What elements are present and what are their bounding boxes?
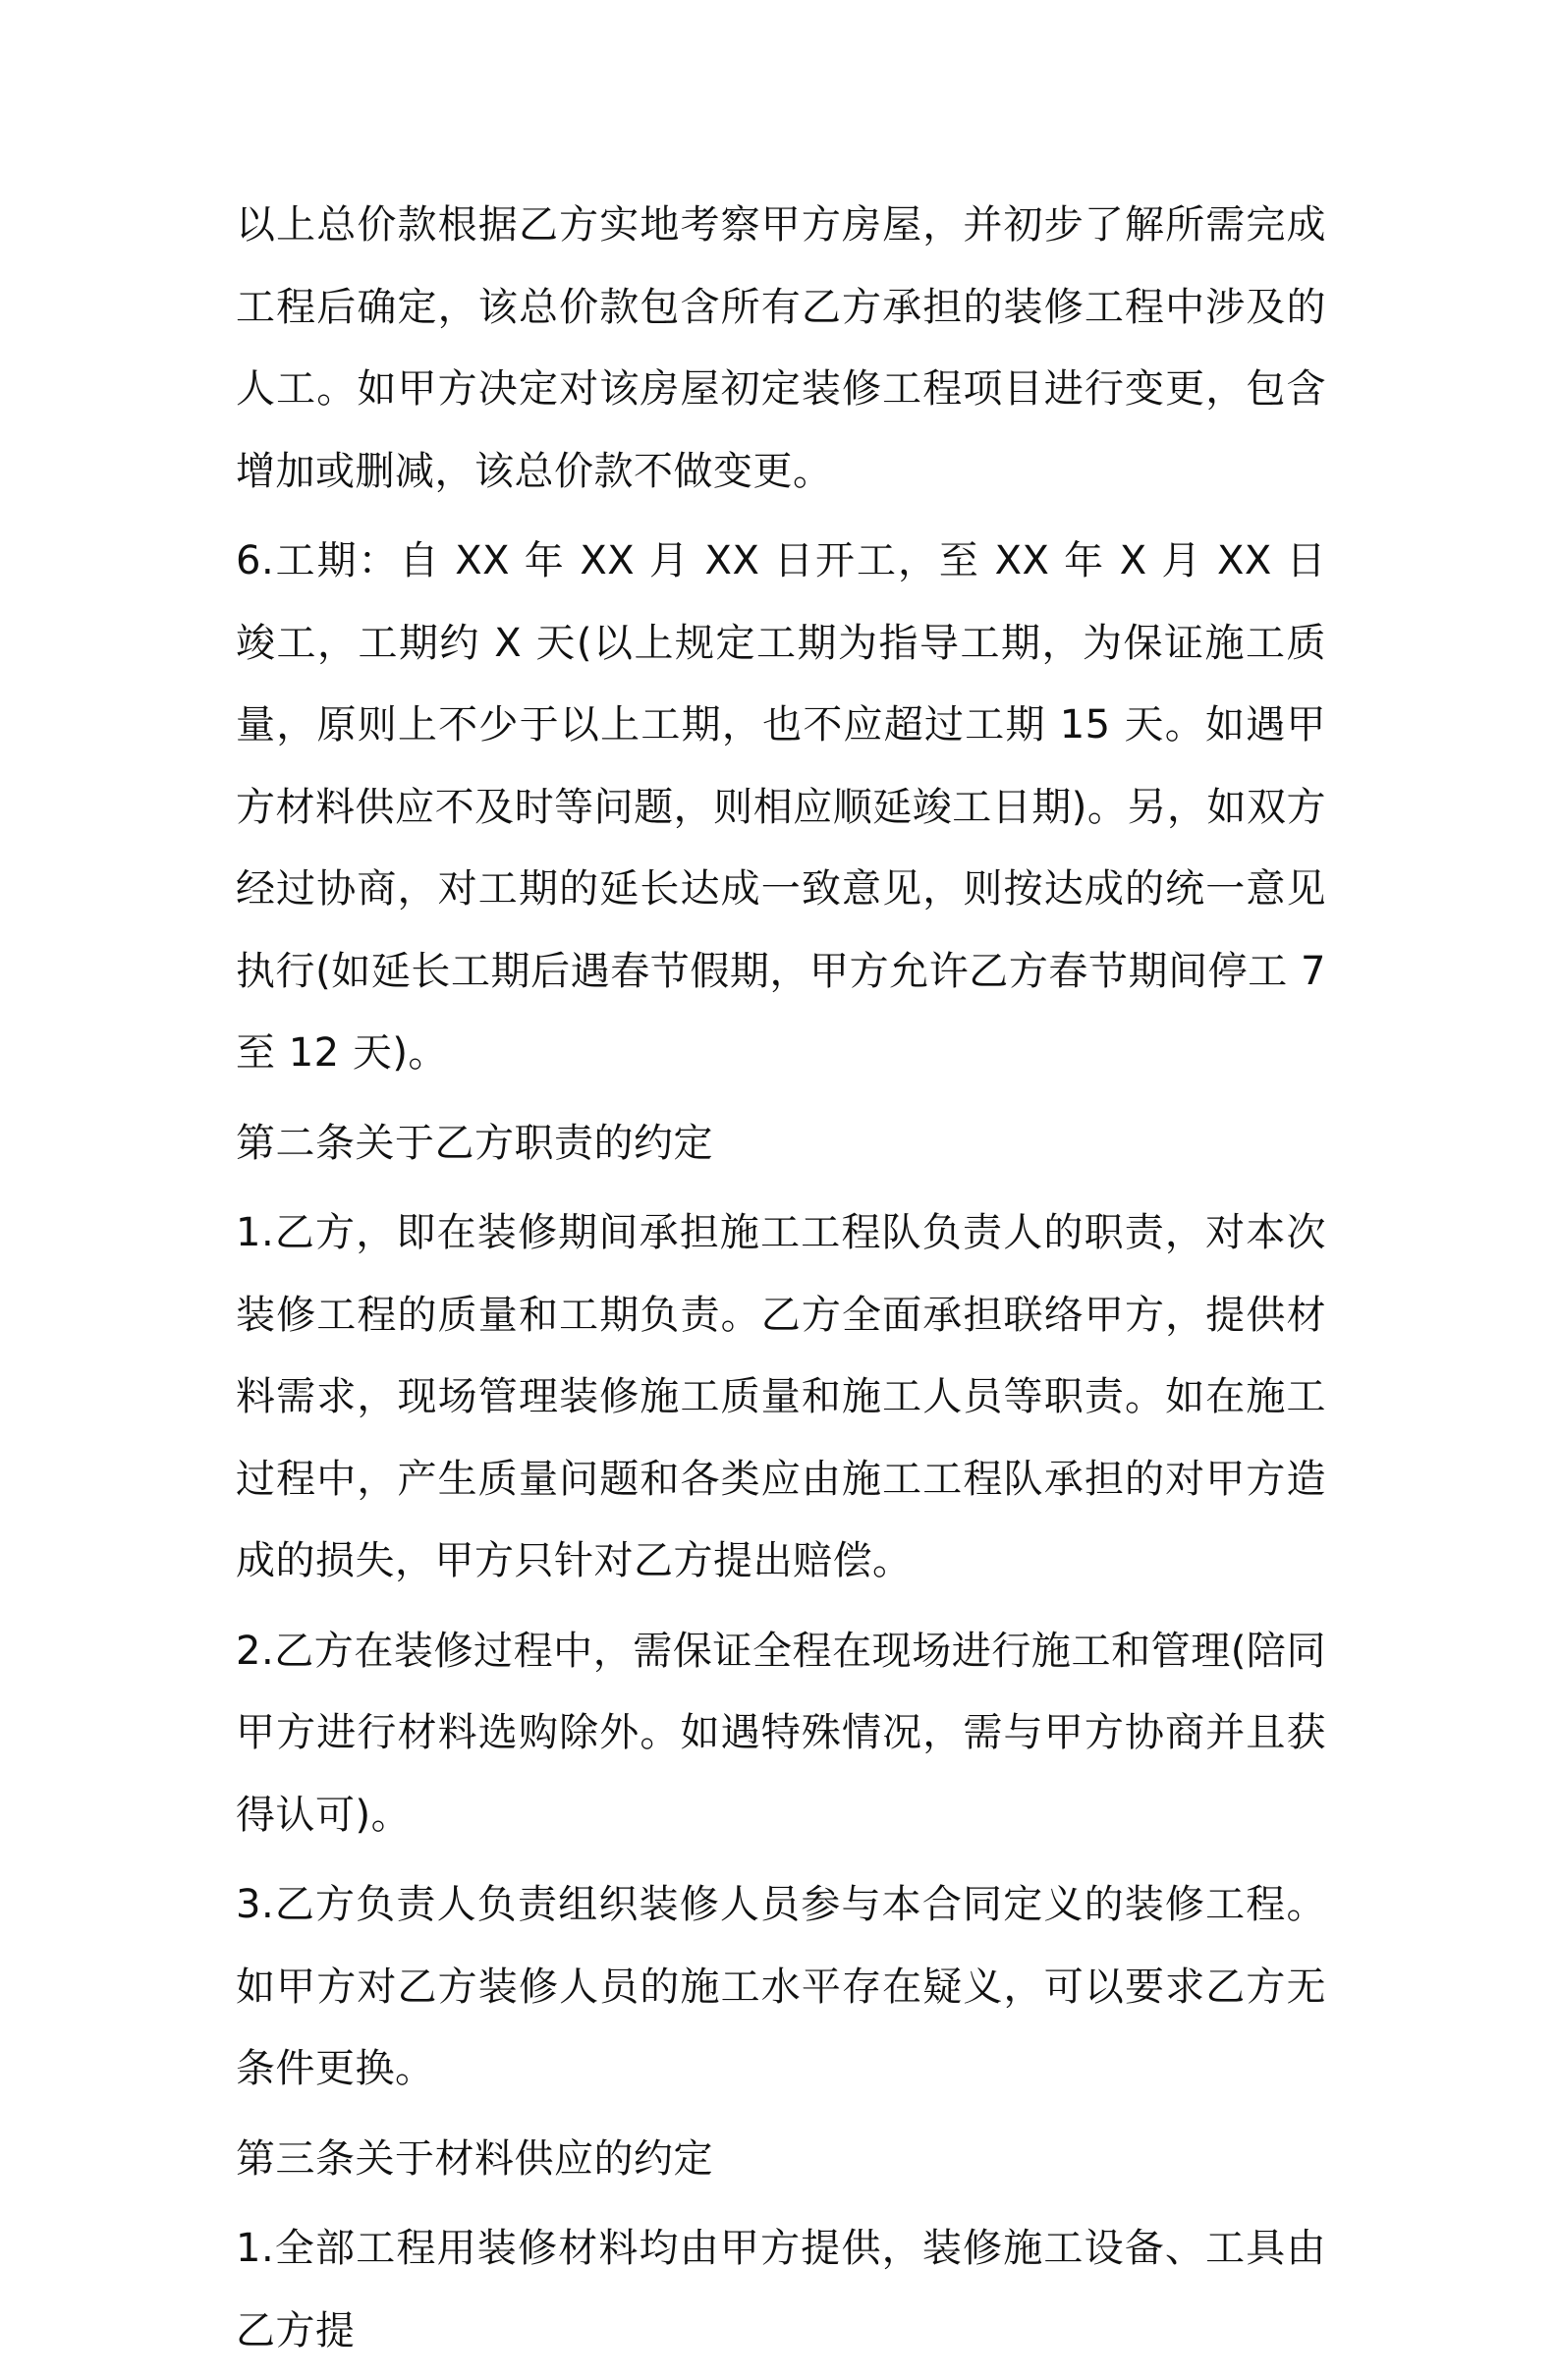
paragraph-total-price: 以上总价款根据乙方实地考察甲方房屋，并初步了解所需完成工程后确定，该总价款包含所有乙方承担的装修工程中涉及的人工。如甲方决定对该房屋初定装修工程项目进行变更，包含增加或删减，该总价款不做变更。 [236,202,1326,494]
paragraph-material-supply-1: 1.全部工程用装修材料均由甲方提供，装修施工设备、工具由乙方提 [236,2226,1326,2353]
section-heading-article-3: 第三条关于材料供应的约定 [236,2135,713,2182]
paragraph-party-b-duty-3: 3.乙方负责人负责组织装修人员参与本合同定义的装修工程。如甲方对乙方装修人员的施工水平存在疑义，可以要求乙方无条件更换。 [236,1882,1326,2091]
section-heading-article-2: 第二条关于乙方职责的约定 [236,1120,713,1166]
paragraph-construction-period: 6.工期：自 XX 年 XX 月 XX 日开工，至 XX 年 X 月 XX 日竣工，工期约 X 天(以上规定工期为指导工期，为保证施工质量，原则上不少于以上工期，也不应超过工期 15 天。如遇甲方材料供应不及时等问题，则相应顺延竣工日期)。另，如双方经过协商，对工期的延长达成一致意见，则按达成的统一意见执行(如延长工期后遇春节假期，甲方允许乙方春节期间停工 7 至 12 天)。 [236,538,1326,1076]
paragraph-party-b-duty-2: 2.乙方在装修过程中，需保证全程在现场进行施工和管理(陪同甲方进行材料选购除外。如遇特殊情况，需与甲方协商并且获得认可)。 [236,1628,1326,1838]
contract-body [236,185,1326,2380]
paragraph-party-b-duty-1: 1.乙方，即在装修期间承担施工工程队负责人的职责，对本次装修工程的质量和工期负责。乙方全面承担联络甲方，提供材料需求，现场管理装修施工质量和施工人员等职责。如在施工过程中，产生质量问题和各类应由施工工程队承担的对甲方造成的损失，甲方只针对乙方提出赔偿。 [236,1210,1326,1583]
